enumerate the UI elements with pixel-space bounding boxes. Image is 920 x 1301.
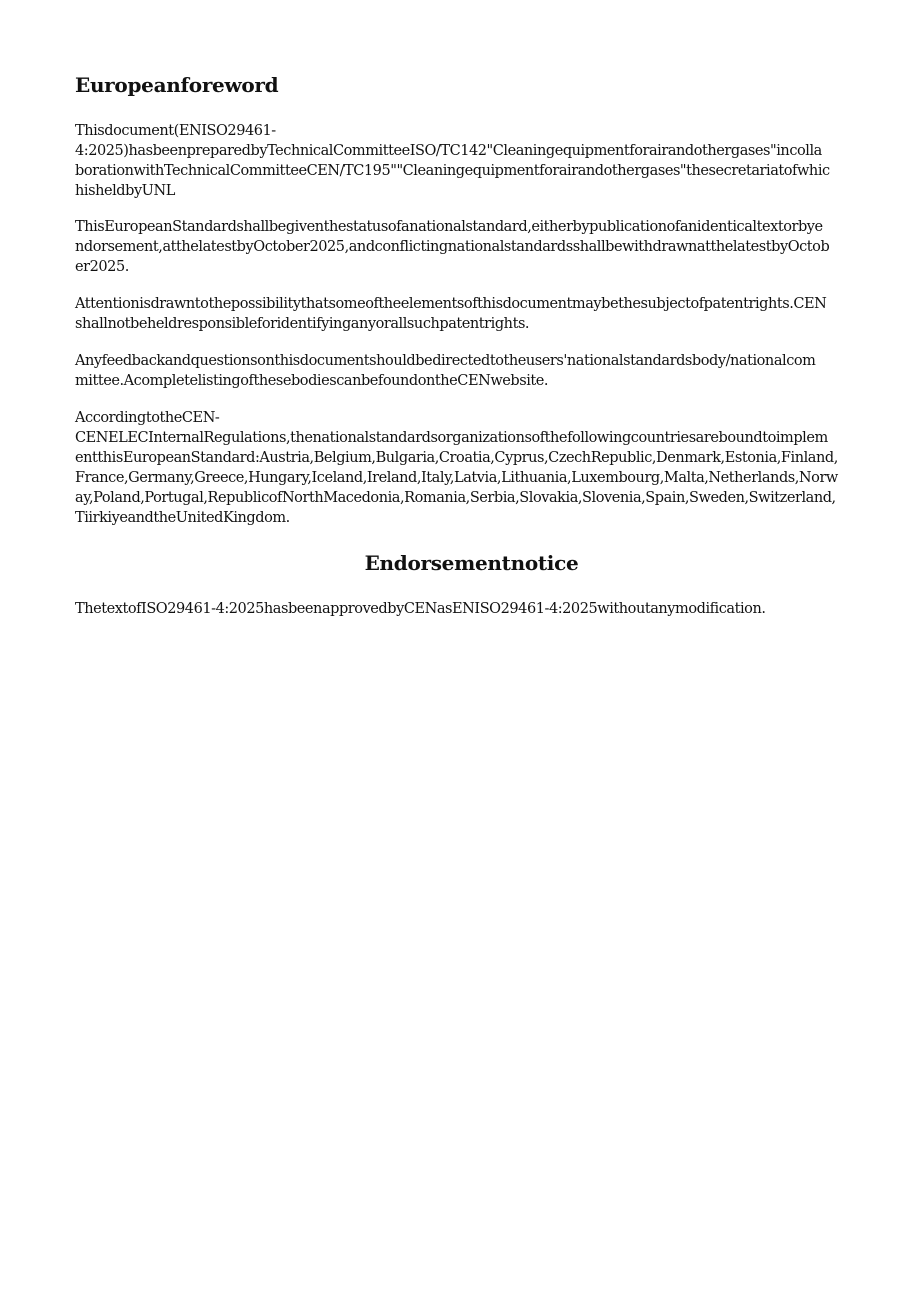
paragraph-line: er2025. xyxy=(75,259,129,275)
paragraph-prepared-by xyxy=(75,121,868,201)
paragraph-line: mittee.AcompletelistingofthesebodiescanbefoundontheCENwebsite. xyxy=(75,373,549,389)
paragraph-line: 4:2025)hasbeenpreparedbyTechnicalCommitteeISO/TC142"Cleaningequipmentforairandothergases"incolla xyxy=(75,143,822,159)
paragraph-line: ThisEuropeanStandardshallbegiventhestatusofanationalstandard,eitherbypublicationofanidenticaltextorbye xyxy=(75,219,823,235)
paragraph-line: CENELECInternalRegulations,thenationalstandardsorganizationsofthefollowingcountriesareboundtoimplem xyxy=(75,430,828,446)
paragraph-line: France,Germany,Greece,Hungary,Iceland,Ireland,Italy,Latvia,Lithuania,Luxembourg,Malta,Netherlands,Norw xyxy=(75,470,838,486)
paragraph-line: Attentionisdrawntothepossibilitythatsomeoftheelementsofthisdocumentmaybethesubjectofpatentrights.CEN xyxy=(75,296,827,312)
paragraph-national-status xyxy=(75,217,868,277)
paragraph-line: AccordingtotheCEN- xyxy=(75,410,220,426)
paragraph-line: hisheldbyUNL xyxy=(75,183,175,199)
paragraph-line: borationwithTechnicalCommitteeCEN/TC195""Cleaningequipmentforairandothergases"thesecretariatofwhic xyxy=(75,163,830,179)
paragraph-feedback xyxy=(75,351,868,391)
paragraph-line: shallnotbeheldresponsibleforidentifyinganyorallsuchpatentrights. xyxy=(75,316,530,332)
foreword-heading: Europeanforeword xyxy=(75,73,279,97)
paragraph-internal-regulations xyxy=(75,408,868,528)
paragraph-line: TiirkiyeandtheUnitedKingdom. xyxy=(75,510,290,526)
paragraph-line: Anyfeedbackandquestionsonthisdocumentshouldbedirectedtotheusers'nationalstandardsbody/nationalcom xyxy=(75,353,816,369)
paragraph-line: entthisEuropeanStandard:Austria,Belgium,Bulgaria,Croatia,Cyprus,CzechRepublic,Denmark,Estonia,Finland, xyxy=(75,450,838,466)
paragraph-line: ThetextofISO29461-4:2025hasbeenapprovedbyCENasENISO29461-4:2025withoutanymodification. xyxy=(75,601,766,617)
endorsement-text xyxy=(75,599,868,619)
endorsement-heading: Endorsementnotice xyxy=(364,551,579,575)
paragraph-line: ay,Poland,Portugal,RepublicofNorthMacedonia,Romania,Serbia,Slovakia,Slovenia,Spain,Sweden,Switzerland, xyxy=(75,490,836,506)
paragraph-line: Thisdocument(ENISO29461- xyxy=(75,123,276,139)
paragraph-line: ndorsement,atthelatestbyOctober2025,andconflictingnationalstandardsshallbewithdrawnatthelatestbyOctob xyxy=(75,239,830,255)
paragraph-patent-rights xyxy=(75,294,868,334)
